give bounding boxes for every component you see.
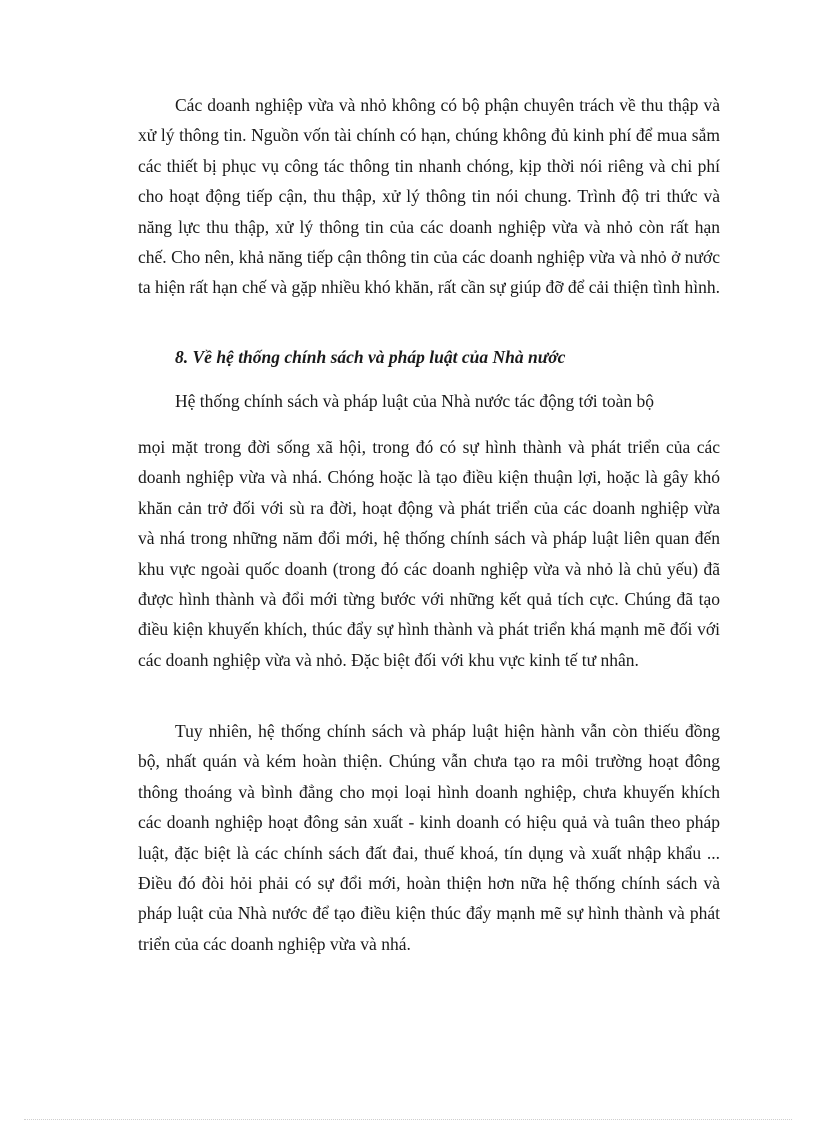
paragraph-policy-limitations: Tuy nhiên, hệ thống chính sách và pháp luật hiện hành vẫn còn thiếu đồng bộ, nhất quán và kém hoàn thiện. Chúng vẫn chưa tạo ra môi trường hoạt đông thông thoáng và bình đẳng cho mọi loại hình doanh nghiệp, chưa khuyến khích các doanh nghiệp hoạt đông sản xuất - kinh doanh có hiệu quả và tuân theo pháp luật, đặc biệt là các chính sách đất đai, thuế khoá, tín dụng và xuất nhập khẩu ... Điều đó đòi hỏi phải có sự đổi mới, hoàn thiện hơn nữa hệ thống chính sách và pháp luật của Nhà nước để tạo điều kiện thúc đẩy mạnh mẽ sự hình thành và phát triển của các doanh nghiệp vừa và nhá. <box>138 721 720 954</box>
paragraph-information-access: Các doanh nghiệp vừa và nhỏ không có bộ phận chuyên trách về thu thập và xử lý thông tin. Nguồn vốn tài chính có hạn, chúng không đủ kinh phí để mua sắm các thiết bị phục vụ công tác thông tin nhanh chóng, kịp thời nói riêng và chi phí cho hoạt động tiếp cận, thu thập, xử lý thông tin nói chung. Trình độ tri thức và năng lực thu thập, xử lý thông tin của các doanh nghiệp vừa và nhỏ còn rất hạn chế. Cho nên, khả năng tiếp cận thông tin của các doanh nghiệp vừa và nhỏ ở nước ta hiện rất hạn chế và gặp nhiều khó khăn, rất cần sự giúp đỡ để cải thiện tình hình. <box>138 95 720 298</box>
paragraph-policy-first-line: Hệ thống chính sách và pháp luật của Nhà nước tác động tới toàn bộ <box>175 391 654 411</box>
section-heading: 8. Về hệ thống chính sách và pháp luật của Nhà nước <box>175 347 566 367</box>
paragraph-policy-body: mọi mặt trong đời sống xã hội, trong đó có sự hình thành và phát triển của các doanh nghiệp vừa và nhá. Chóng hoặc là tạo điều kiện thuận lợi, hoặc là gây khó khăn cản trở đối với sù ra đời, hoạt động và phát triển của các doanh nghiệp vừa và nhá trong những năm đổi mới, hệ thống chính sách và pháp luật liên quan đến khu vực ngoài quốc doanh (trong đó các doanh nghiệp vừa và nhỏ là chủ yếu) đã được hình thành và đổi mới từng bước với những kết quả tích cực. Chúng đã tạo điều kiện khuyến khích, thúc đẩy sự hình thành và phát triển khá mạnh mẽ đối với các doanh nghiệp vừa và nhỏ. Đặc biệt đối với khu vực kinh tế tư nhân. <box>138 437 720 670</box>
page-bottom-divider <box>24 1119 792 1120</box>
